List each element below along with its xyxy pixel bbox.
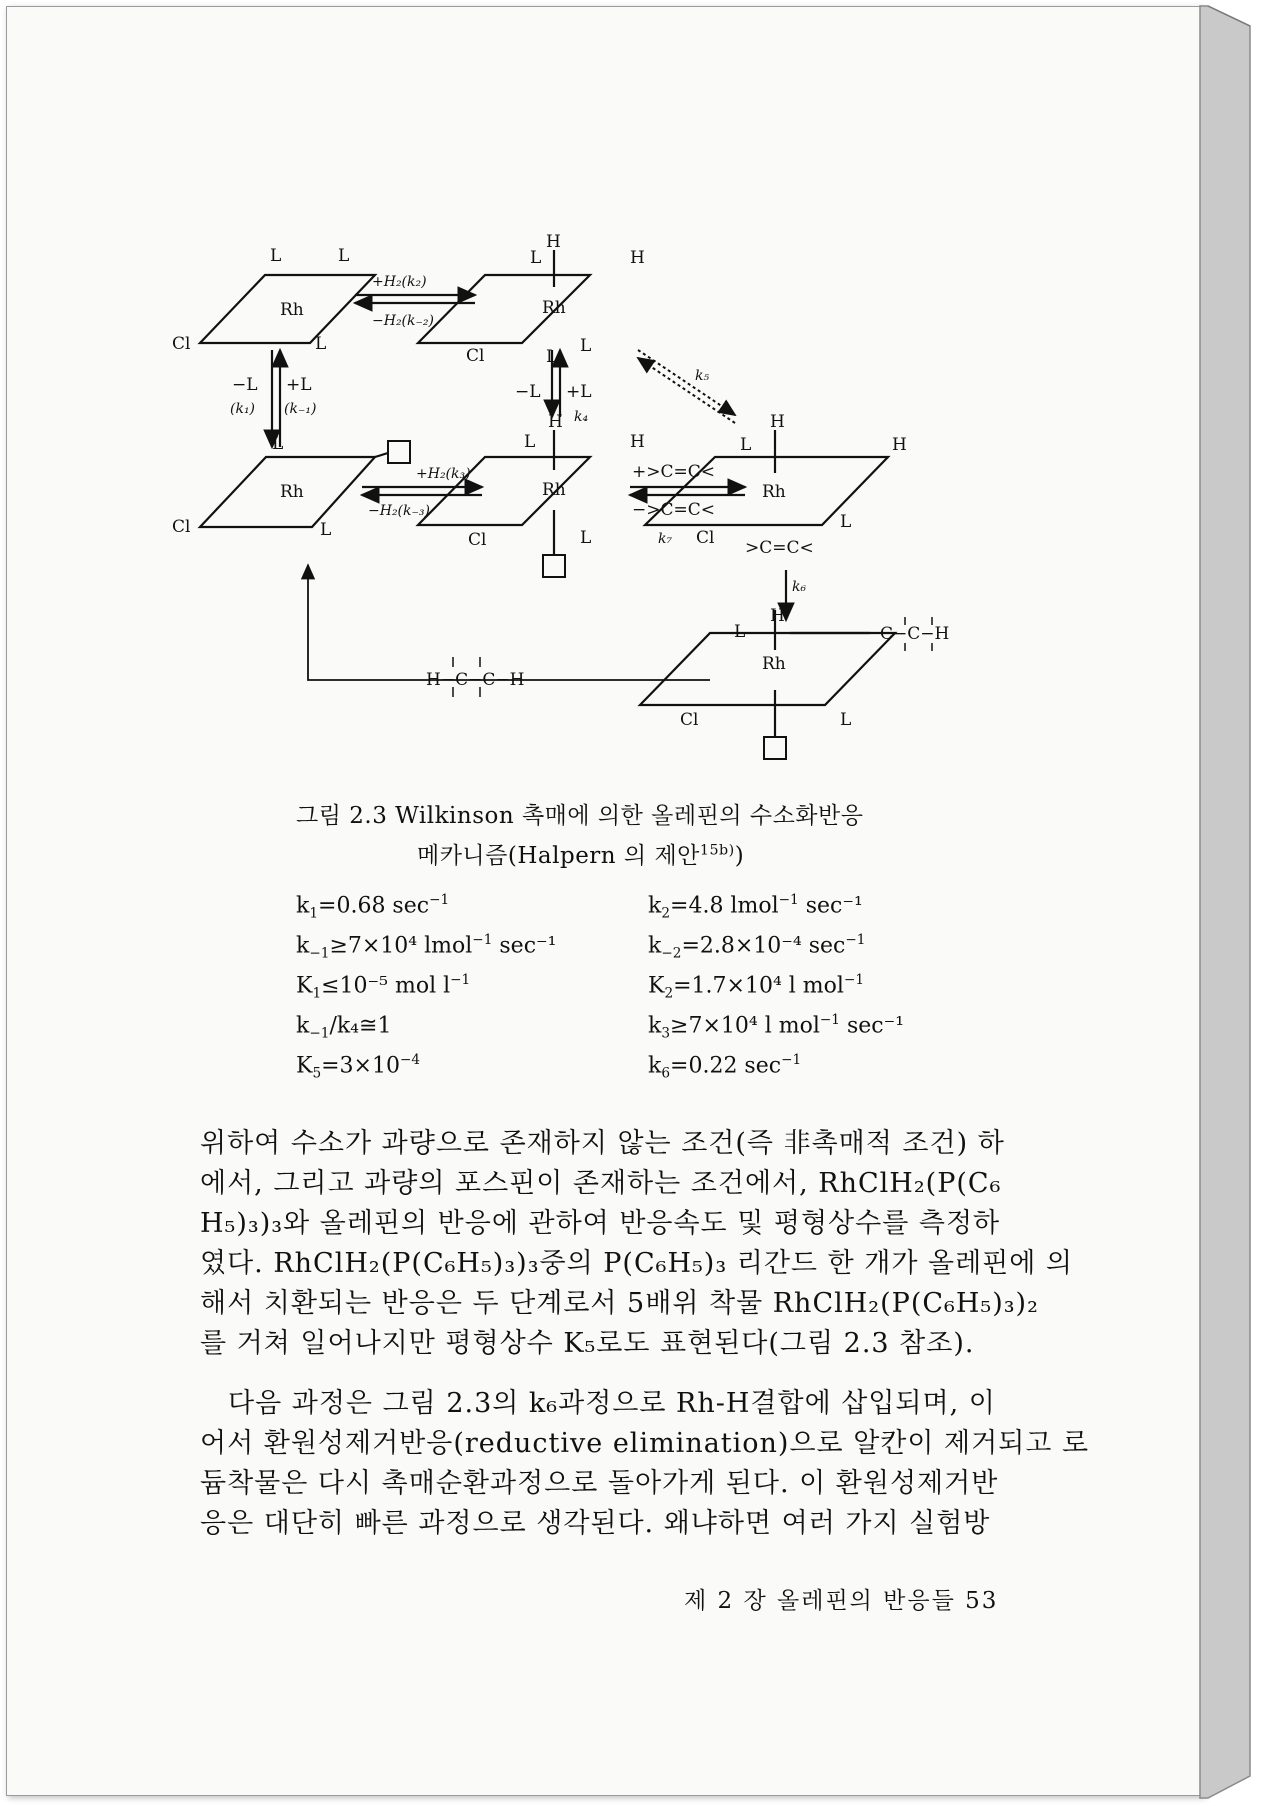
rate-constant-rel: = — [681, 933, 700, 959]
rate-constant-value: 7×10⁴ l mol — [688, 1013, 820, 1039]
hydride-label: H — [630, 432, 645, 452]
rate-constant-unit-sup: −1 — [472, 932, 493, 948]
hydride-label: H — [770, 606, 785, 626]
rate-constant-rel: ≥ — [329, 933, 348, 959]
ligand-label: L — [338, 246, 350, 266]
ethane-product-label: H−C−C−H — [426, 670, 525, 690]
rate-label-k3: +H₂(k₃) — [416, 466, 471, 482]
alkyl-ligand-label: C−C−H — [880, 624, 950, 644]
rate-label-k2: +H₂(k₂) — [372, 274, 427, 290]
chloride-label: Cl — [466, 346, 485, 366]
rate-constant — [296, 972, 470, 1002]
body-line: 위하여 수소가 과량으로 존재하지 않는 조건(즉 非촉매적 조건) 하 — [200, 1128, 1005, 1159]
chloride-label: Cl — [680, 710, 699, 730]
ligand-label: L — [320, 520, 332, 540]
rate-constant-rel: = — [321, 1053, 340, 1079]
ligand-label: L — [524, 432, 536, 452]
rate-constant — [648, 1052, 801, 1082]
vacant-site-3 — [764, 737, 786, 759]
rate-constant-name: K — [648, 973, 665, 999]
rate-constant-name: k — [648, 1053, 662, 1079]
vacant-site-2 — [543, 555, 565, 577]
olefin-ligand-label: >C=C< — [745, 538, 814, 558]
rate-label-minus-l: −L — [515, 382, 541, 402]
rate-constant-rel: ≥ — [670, 1013, 689, 1039]
rate-constant-value: 2.8×10⁻⁴ sec — [699, 933, 846, 959]
rate-constant-name: k — [648, 1013, 662, 1039]
rate-label-minus-olefin: −>C=C< — [632, 500, 715, 520]
rate-constant-tail: sec⁻¹ — [798, 893, 863, 919]
rate-constant-sub: 2 — [661, 905, 671, 922]
body-line: 듐착물은 다시 촉매순환과정으로 돌아가게 된다. 이 환원성제거반 — [200, 1468, 999, 1499]
hydride-label: H — [548, 412, 563, 432]
body-line: 어서 환원성제거반응(reductive elimination)으로 알칸이 제거되고 로 — [200, 1428, 1090, 1459]
rate-constant-unit-sup: −4 — [399, 1052, 421, 1068]
page-edge — [1200, 6, 1258, 1798]
ligand-label: L — [580, 336, 592, 356]
rate-constant-sub: 3 — [661, 1025, 671, 1042]
rate-constant — [648, 892, 863, 922]
rate-constant-sub: 1 — [312, 985, 322, 1002]
rhodium-label: Rh — [280, 482, 304, 502]
rate-constant-value: 3×10 — [339, 1053, 400, 1079]
ligand-label: L — [580, 528, 592, 548]
rate-constant-sub: 6 — [661, 1065, 671, 1082]
rate-constant-sub: 5 — [312, 1065, 322, 1082]
rate-constant-value: 1 — [377, 1013, 392, 1039]
rate-constant-rel: /k₄≅ — [329, 1013, 378, 1039]
ligand-label: L — [272, 434, 284, 454]
rate-constant-name: K — [296, 1053, 313, 1079]
rhodium-label: Rh — [762, 482, 786, 502]
rate-constant-sub: −1 — [309, 1025, 330, 1042]
rate-label-k6: k₆ — [792, 579, 807, 595]
ligand-label: L — [840, 512, 852, 532]
body-line: 에서, 그리고 과량의 포스핀이 존재하는 조건에서, RhClH₂(P(C₆ — [200, 1168, 1002, 1199]
rate-constant-value: 7×10⁴ lmol — [347, 933, 473, 959]
rate-constant-value: 4.8 lmol — [688, 893, 779, 919]
body-line: 를 거쳐 일어나지만 평형상수 K₅로도 표현된다(그림 2.3 참조). — [200, 1328, 975, 1359]
rate-constant-name: k — [296, 1013, 310, 1039]
caption-text: ) — [734, 843, 745, 869]
rate-constant-value: 0.68 sec — [336, 893, 430, 919]
rate-constant-rel: ≤ — [321, 973, 340, 999]
body-line: 해서 치환되는 반응은 두 단계로서 5배위 착물 RhClH₂(P(C₆H₅)₃)₂ — [200, 1288, 1039, 1319]
ligand-label: L — [530, 248, 542, 268]
rate-label-k7: k₇ — [658, 531, 673, 547]
rate-label-plus-olefin: +>C=C< — [632, 462, 715, 482]
chloride-label: Cl — [696, 528, 715, 548]
page-footer: 제 2 장 올레핀의 반응들 53 — [684, 1588, 999, 1614]
rhodium-label: Rh — [542, 480, 566, 500]
hydride-label: H — [770, 412, 785, 432]
rate-constant-sub: −1 — [309, 945, 330, 962]
rate-constant-tail: sec⁻¹ — [839, 1013, 905, 1039]
rate-constant-name: K — [296, 973, 313, 999]
rate-label-plus-l: +L — [566, 382, 592, 402]
rate-label-k4: k₄ — [574, 409, 589, 425]
rate-label-k5: k₅ — [695, 368, 710, 384]
hydride-label: H — [892, 435, 907, 455]
rate-constant-unit-sup: −1 — [450, 972, 471, 988]
rate-constant-rel: = — [318, 893, 337, 919]
rhodium-label: Rh — [280, 300, 304, 320]
body-line: 응은 대단히 빠른 과정으로 생각된다. 왜냐하면 여러 가지 실험방 — [200, 1508, 991, 1539]
body-line: 였다. RhClH₂(P(C₆H₅)₃)₃중의 P(C₆H₅)₃ 리간드 한 개가 올레핀에 의 — [200, 1248, 1073, 1279]
rate-constant-name: k — [648, 933, 662, 959]
rate-constant-unit-sup: −1 — [819, 1012, 840, 1028]
ligand-label: L — [546, 347, 558, 367]
ligand-label: L — [734, 622, 746, 642]
rate-constant-rel: = — [670, 1053, 689, 1079]
rate-constant — [296, 892, 449, 922]
rate-label-plus-l: +L — [286, 375, 312, 395]
rate-constant-unit-sup: −1 — [778, 892, 799, 908]
rate-constant — [296, 1012, 391, 1042]
rate-constant-sub: −2 — [661, 945, 682, 962]
rate-constant — [296, 932, 556, 962]
rate-constant-name: k — [296, 893, 310, 919]
rhodium-label: Rh — [542, 298, 566, 318]
rate-constant-name: k — [296, 933, 310, 959]
rate-constant — [648, 932, 865, 962]
rate-constant-unit-sup: −1 — [781, 1052, 802, 1068]
rate-constant-rel: = — [673, 973, 692, 999]
ligand-label: L — [270, 246, 282, 266]
rate-constant-name: k — [648, 893, 662, 919]
body-line: 다음 과정은 그림 2.3의 k₆과정으로 Rh-H결합에 삽입되며, 이 — [228, 1388, 996, 1419]
chloride-label: Cl — [172, 517, 191, 537]
body-paragraph-1 — [200, 1124, 1073, 1364]
catalytic-cycle-diagram — [172, 225, 1040, 765]
rate-constant-sub: 1 — [309, 905, 319, 922]
rate-constant-rel: = — [670, 893, 689, 919]
chloride-label: Cl — [172, 334, 191, 354]
body-line: H₅)₃)₃와 올레핀의 반응에 관하여 반응속도 및 평형상수를 측정하 — [200, 1208, 1001, 1239]
rate-constant-sub: 2 — [664, 985, 674, 1002]
rhodium-label: Rh — [762, 654, 786, 674]
rate-constant-unit-sup: −1 — [845, 932, 866, 948]
figure-caption-line2 — [417, 837, 744, 870]
rate-constant — [648, 972, 864, 1002]
rate-label-minus-l: −L — [232, 375, 258, 395]
hydride-label: H — [546, 232, 561, 252]
rate-label-k-1: (k₋₁) — [284, 401, 317, 417]
ligand-label: L — [840, 710, 852, 730]
rate-constant-value: 1.7×10⁴ l mol — [691, 973, 844, 999]
caption-reference: 15b) — [699, 842, 735, 859]
rate-constant — [648, 1012, 904, 1042]
hydride-label: H — [630, 248, 645, 268]
chloride-label: Cl — [468, 530, 487, 550]
vacant-site-1 — [388, 441, 410, 463]
ligand-label: L — [740, 435, 752, 455]
rate-constant-value: 10⁻⁵ mol l — [339, 973, 451, 999]
rate-constant-tail: sec⁻¹ — [492, 933, 557, 959]
rate-constant-unit-sup: −1 — [429, 892, 450, 908]
rate-label-k-2: −H₂(k₋₂) — [372, 313, 434, 329]
rate-constant — [296, 1052, 420, 1082]
body-paragraph-2 — [200, 1384, 1090, 1544]
rate-constant-unit-sup: −1 — [843, 972, 865, 988]
caption-text: 메카니즘(Halpern 의 제안 — [417, 843, 700, 869]
rate-label-k-3: −H₂(k₋₃) — [368, 503, 430, 519]
ligand-label: L — [315, 334, 327, 354]
rate-constant-value: 0.22 sec — [688, 1053, 782, 1079]
figure-caption: 그림 2.3 Wilkinson 촉매에 의한 올레핀의 수소화반응 — [296, 803, 864, 829]
rate-label-k1: (k₁) — [230, 401, 256, 417]
